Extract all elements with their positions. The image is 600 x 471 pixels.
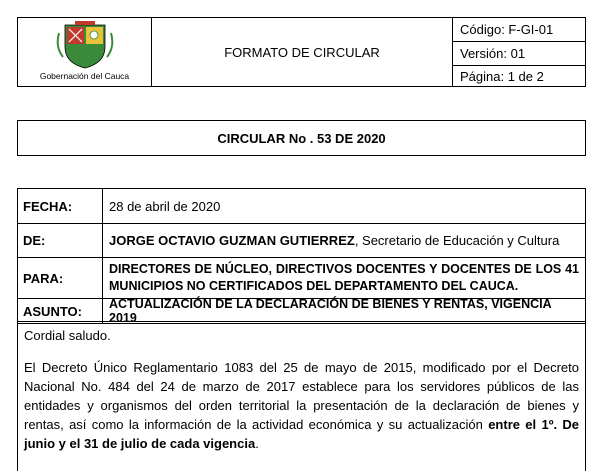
document-format-title: FORMATO DE CIRCULAR [151, 17, 453, 87]
para-label: PARA: [18, 258, 103, 298]
de-row [18, 223, 585, 257]
header-logo-cell [17, 17, 152, 87]
logo-caption: Gobernación del Cauca [39, 71, 130, 81]
asunto-row [18, 298, 585, 323]
asunto-value: ACTUALIZACIÓN DE LA DECLARACIÓN DE BIENES Y RENTAS, VIGENCIA 2019 [109, 297, 552, 325]
de-role: , Secretario de Educación y Cultura [354, 233, 560, 248]
fecha-row [18, 189, 585, 223]
paragraph-text: El Decreto Único Reglamentario 1083 del 25 de mayo de 2015, modificado por el Decreto Nacional No. 484 del 24 de marzo de 2017 establece para los servidores públicos de las entidades y organismos del orden territorial la presentación de la declaración de bienes y rentas, así como la información de la actividad económica y su actualización [24, 360, 579, 432]
para-row [18, 257, 585, 298]
document-meta [452, 17, 586, 87]
fecha-value: 28 de abril de 2020 [109, 198, 221, 214]
de-name: JORGE OCTAVIO GUZMAN GUTIERREZ [109, 233, 355, 248]
de-label: DE: [18, 224, 103, 257]
paragraph-end: . [255, 436, 259, 451]
gobernacion-cauca-coat-of-arms-icon [55, 21, 115, 71]
paragraph-bold-dates: entre el 1º. De junio y el 31 de julio de cada vigencia [24, 417, 579, 451]
para-value: DIRECTORES DE NÚCLEO, DIRECTIVOS DOCENTES Y DOCENTES DE LOS 41 MUNICIPIOS NO CERTIFICADOS DEL DEPARTAMENTO DEL CAUCA. [109, 262, 579, 293]
circular-number: CIRCULAR No . 53 DE 2020 [17, 120, 586, 156]
greeting: Cordial saludo. [24, 328, 111, 343]
circular-body [17, 321, 586, 471]
fecha-label: FECHA: [18, 189, 103, 223]
circular-info-table [17, 188, 586, 324]
de-value [103, 224, 585, 257]
body-paragraph [24, 358, 579, 453]
asunto-label: ASUNTO: [18, 299, 103, 323]
codigo-text: Código: F-GI-01 [460, 22, 554, 38]
pagina-text: Página: 1 de 2 [453, 65, 585, 88]
version-text: Versión: 01 [453, 41, 585, 64]
